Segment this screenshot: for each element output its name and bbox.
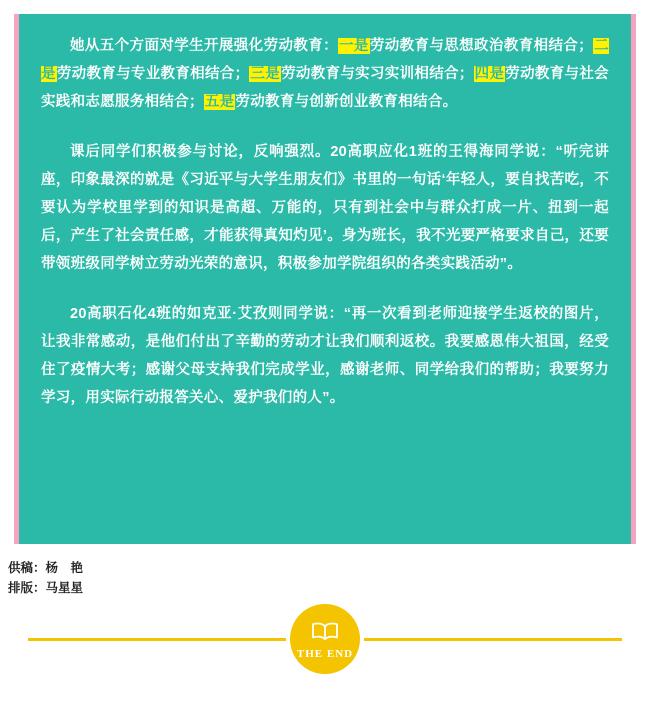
end-badge	[290, 604, 360, 674]
paragraph-2	[41, 138, 609, 278]
end-label: THE END	[296, 648, 354, 660]
footer-end-mark	[0, 604, 650, 674]
paragraph-3	[41, 300, 609, 412]
credits-block	[8, 558, 650, 598]
credit-contributor: 供稿：杨 艳	[8, 561, 84, 575]
paragraph-text: 劳动教育与专业教育相结合；	[56, 66, 250, 82]
paragraph-text: 20高职石化4班的如克亚·艾孜则同学说：“再一次看到老师迎接学生返校的图片，让我非常感动，是他们付出了辛勤的劳动才让我们顺利返校。我要感恩伟大祖国，经受住了疫情大考；感谢父母支持我们完成学业，感谢老师、同学给我们的帮助；我要努力学习，用实际行动报答关心、爱护我们的人”。	[41, 306, 609, 406]
highlighted-term: 一是	[339, 38, 369, 54]
paragraph-1	[41, 32, 609, 116]
paragraph-text: 劳动教育与实习实训相结合；	[281, 66, 474, 82]
paragraph-text: 她从五个方面对学生开展强化劳动教育：	[70, 38, 339, 54]
highlighted-term: 二是	[41, 38, 609, 82]
open-book-icon	[310, 622, 340, 646]
highlighted-term: 四是	[474, 66, 505, 82]
highlighted-term: 五是	[204, 94, 235, 110]
paragraph-text: 劳动教育与社会实践和志愿服务相结合；	[41, 66, 609, 110]
paragraph-text: 课后同学们积极参与讨论，反响强烈。20高职应化1班的王得海同学说：“听完讲座，印象最深的就是《习近平与大学生朋友们》书里的一句话‘年轻人，要自找苦吃，不要认为学校里学到的知识是高超、万能的，只有到社会中与群众打成一片、扭到一起后，产生了社会责任感，才能获得真知灼见’。身为班长，我不光要严格要求自己，还要带领班级同学树立劳动光荣的意识，积极参加学院组织的各类实践活动”。	[41, 144, 609, 272]
credit-layout: 排版：马星星	[8, 581, 84, 595]
paragraph-text: 劳动教育与思想政治教育相结合；	[369, 38, 594, 54]
divider-line-right	[364, 638, 622, 641]
page-root	[0, 14, 650, 702]
article-card	[14, 14, 636, 544]
highlighted-term: 三是	[250, 66, 281, 82]
divider-line-left	[28, 638, 286, 641]
paragraph-text: 劳动教育与创新创业教育相结合。	[235, 94, 458, 110]
